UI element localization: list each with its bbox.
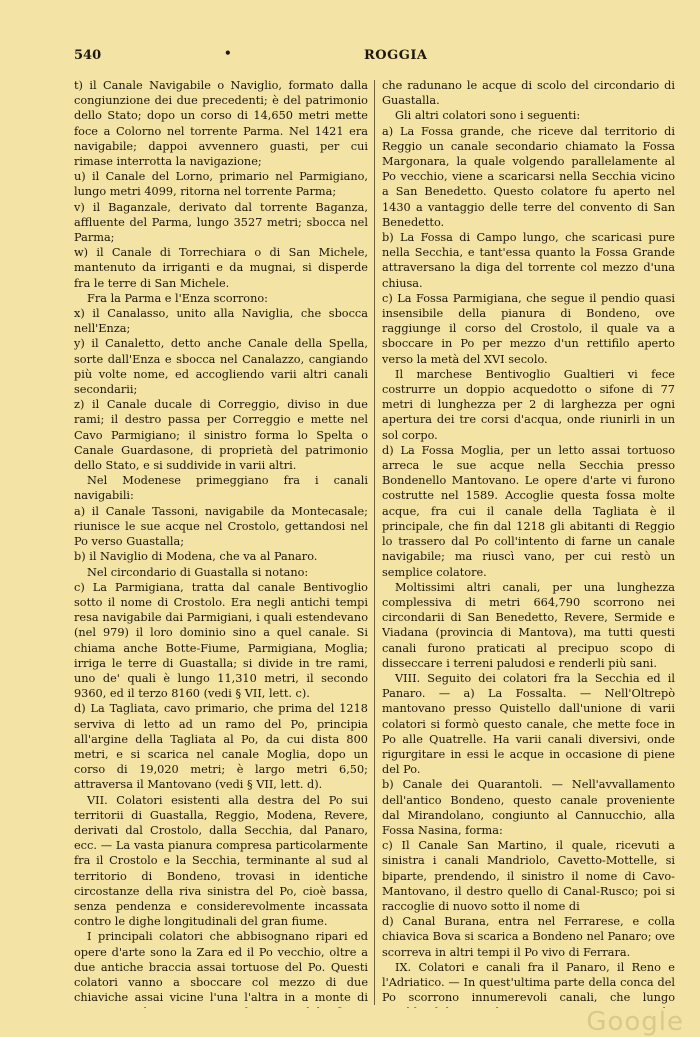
paragraph: d) Canal Burana, entra nel Ferrarese, e colla chiavica Bova si scarica a Bondeno nel Panaro; ove scorreva in altri tempi il Po vivo di Ferrara.	[382, 915, 675, 959]
paragraph: Fra la Parma e l'Enza scorrono:	[87, 291, 268, 305]
paragraph: u) il Canale del Lorno, primario nel Parmigiano, lungo metri 4099, ritorna nel torrente Parma;	[74, 170, 368, 199]
paragraph: a) il Canale Tassoni, navigabile da Montecasale; riunisce le sue acque nel Crostolo, gettandosi nel Po verso Guastalla;	[74, 504, 368, 549]
paragraph: Gli altri colatori sono i seguenti:	[395, 109, 581, 123]
paragraph: b) il Naviglio di Modena, che va al Panaro.	[74, 550, 318, 564]
paragraph: I principali colatori che abbisognano ripari ed opere d'arte sono la Zara ed il Po vecchio, oltre a due antiche braccia assai tortuose del Po. Questi colatori vanno a sboccare col mezzo di due chiaviche assai vicine l'una l'altra in a monte di	[74, 930, 368, 1005]
paragraph: c) Il Canale San Martino, il quale, ricevuti a sinistra i canali Mandriolo, Cavetto-Mottelle, si biparte, prendendo, il sinistro il nome di Cavo-Mantovano, il destro quello di Canal-Rusco; poi si raccoglie di nuovo sotto il nome di	[382, 839, 675, 913]
paragraph: x) il Canalasso, unito alla Naviglia, che sbocca nell'Enza;	[74, 307, 368, 336]
paragraph: w) il Canale di Torrechiara o di San Michele, mantenuto da irriganti e da mugnai, si disperde fra le terre di San Michele.	[74, 246, 368, 290]
paragraph: c) La Parmigiana, tratta dal canale Bentivoglio sotto il nome di Crostolo. Era negli antichi tempi resa navigabile dai Parmigiani, i quali estendevano (nel 979) il loro dominio sino a quel canale. Si chiama anche Botte-Fiume, Parmigiana, Moglia; irriga le terre di Guastalla; si divide in tre rami, uno de' quali è lungo 11,310 metri, il secondo 9360, ed il terzo 8160 (vedi § VII, lett. c).	[74, 580, 368, 701]
paragraph: VII. Colatori esistenti alla destra del Po sui territorii di Guastalla, Reggio, Modena, Revere, derivati dal Crostolo, dalla Secchia, dal Panaro, ecc. — La vasta pianura compresa particolarmente fra il Crostolo e la Secchia, terminante al sud al territorio di Bondeno, trovasi in identiche circostanze della riva sinistra del Po, cioè bassa, senza pendenza e considerevolmente incassata contro le dighe longitudinali del gran fiume.	[74, 793, 368, 929]
column-divider	[374, 80, 375, 1005]
paragraph: Il marchese Bentivoglio Gualtieri vi fece costrurre un doppio acquedotto o sifone di 77 metri di lunghezza per 2 di larghezza per ogni apertura dei tre corsi d'acqua, onde riunirli in un sol corpo.	[382, 367, 675, 442]
paragraph: t) il Canale Navigabile o Naviglio, formato dalla congiunzione dei due precedenti; è del patrimonio dello Stato; dopo un corso di 14,650 metri mette foce a Colorno nel torrente Parma. Nel 1421 era navigabile; dappoi avvennero guasti, per cui rimase interrotta la navigazione;	[74, 79, 368, 169]
right-column	[382, 78, 675, 1008]
left-column	[74, 78, 368, 1008]
paragraph: z) il Canale ducale di Correggio, diviso in due rami; il destro passa per Correggio e mette nel Cavo Parmigiano; il sinistro forma lo Spelta o Canale Guardasone, di proprietà del patrimonio dello Stato, e si suddivide in varii altri.	[74, 398, 368, 473]
running-title: ROGGIA	[364, 48, 428, 63]
paragraph: Moltissimi altri canali, per una lunghezza complessiva di metri 664,790 scorrono nei circondarii di San Benedetto, Revere, Sermide e Viadana (provincia di Mantova), ma tutti questi canali furono praticati al precipuo scopo di disseccare i terreni paludosi e renderli più sani.	[382, 580, 675, 670]
paragraph: b) Canale dei Quarantoli. — Nell'avvallamento dell'antico Bondeno, questo canale proveniente dal Mirandolano, congiunto al Cannucchio, alla Fossa Nasina, forma:	[382, 778, 675, 837]
paragraph: Nel circondario di Guastalla si notano:	[87, 565, 309, 579]
paragraph: d) La Tagliata, cavo primario, che prima del 1218 serviva di letto ad un ramo del Po, principia all'argine della Tagliata al Po, da cui dista 800 metri, e si scarica nel canale Moglia, dopo un corso di 19,020 metri; è largo metri 6,50; attraversa il Mantovano (vedi § VII, lett. d).	[74, 702, 368, 792]
paragraph: VIII. Seguito dei colatori fra la Secchia ed il Panaro. — a) La Fossalta. — Nell'Oltrepò mantovano presso Quistello dall'unione di varii colatori si formò questo canale, che mette foce in Po alle Quatrelle. Ha varii canali diversivi, onde rigurgitare in essi le acque in occasione di piene del Po.	[382, 671, 675, 777]
paragraph: Nel Modenese primeggiano fra i canali navigabili:	[74, 474, 368, 503]
header-ornament: •	[224, 46, 232, 60]
paragraph: a) La Fossa grande, che riceve dal territorio di Reggio un canale secondario chiamato la Fossa Margonara, la quale volgendo parallelamente al Po vecchio, viene a scaricarsi nella Secchia vicino a San Benedetto. Questo colatore fu aperto nel 1430 a vantaggio delle terre del convento di San Benedetto.	[382, 124, 675, 229]
paragraph: IX. Colatori e canali fra il Panaro, il Reno e l'Adriatico. — In quest'ultima parte della conca del Po scorrono innumerevoli canali, che lungo	[382, 960, 675, 1005]
paragraph: d) La Fossa Moglia, per un letto assai tortuoso arreca le sue acque nella Secchia presso Bondenello Mantovano. Le opere d'arte vi furono costrutte nel 1589. Accoglie questa fossa molte acque, fra cui il canale della Tagliata è il principale, che fin dal 1218 gli abitanti di Reggio lo trassero dal Po coll'intento di farne un canale navigabile; ma riuscì vano, per cui restò un semplice colatore.	[382, 443, 675, 579]
paragraph: v) il Baganzale, derivato dal torrente Baganza, affluente del Parma, lungo 3527 metri; sbocca nel Parma;	[74, 200, 368, 245]
paragraph: c) La Fossa Parmigiana, che segue il pendio quasi insensibile della pianura di Bondeno, ove raggiunge il corso del Crostolo, il quale va a sboccare in Po per mezzo d'un rettifilo aperto verso la metà del XVI secolo.	[382, 291, 675, 366]
paragraph: che radunano le acque di scolo del circondario di Guastalla.	[382, 79, 675, 108]
paragraph: b) La Fossa di Campo lungo, che scaricasi pure nella Secchia, e tant'essa quanto la Fossa Grande attraversano la diga del torrente col mezzo d'una chiusa.	[382, 231, 675, 290]
page-number: 540	[74, 48, 102, 63]
paragraph: y) il Canaletto, detto anche Canale della Spella, sorte dall'Enza e sbocca nel Canalazzo, cangiando più volte nome, ed accogliendo varii altri canali secondarii;	[74, 337, 368, 397]
watermark: Google	[586, 1007, 684, 1037]
page-header	[74, 48, 670, 68]
